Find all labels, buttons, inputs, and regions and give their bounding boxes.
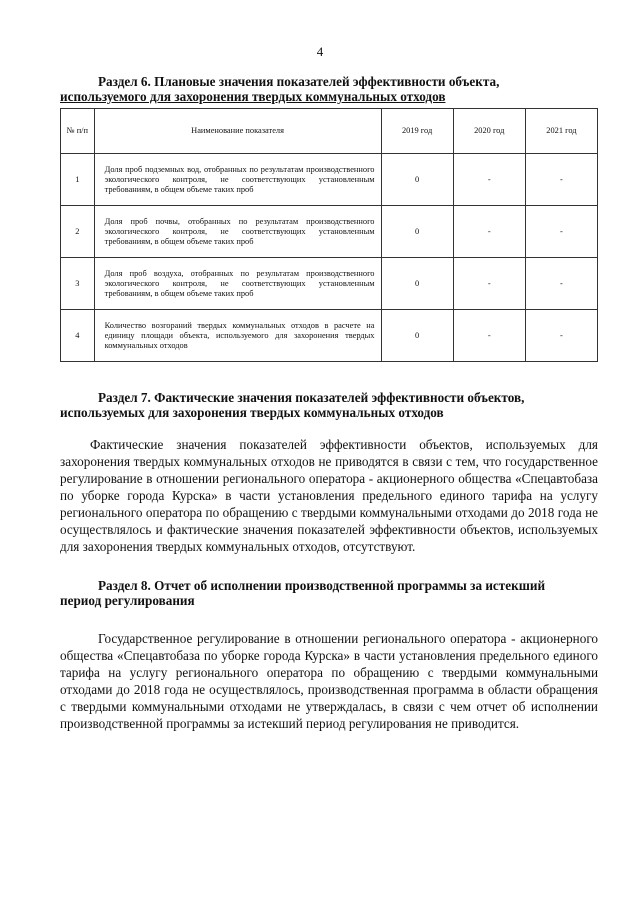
section-7-heading bbox=[60, 390, 598, 420]
section-7-title-line2: используемых для захоронения твердых коммунальных отходов bbox=[60, 405, 444, 420]
table-row bbox=[61, 310, 598, 362]
row-indicator-text: Доля проб подземных вод, отобранных по результатам производственного экологического контроля, не соответствующих установленным требованиям, в общем объеме таких проб bbox=[104, 164, 375, 194]
section-8-title-line2: период регулирования bbox=[60, 593, 195, 608]
row-indicator-text: Количество возгораний твердых коммунальных отходов в расчете на единицу площади объекта, используемого для захоронения твердых коммунальных отходов bbox=[104, 320, 375, 350]
header-number: № п/п bbox=[61, 109, 95, 154]
row-value-2020: - bbox=[453, 154, 525, 206]
section-7-title-line1: Раздел 7. Фактические значения показателей эффективности объектов, bbox=[98, 390, 525, 405]
row-value-2021: - bbox=[525, 258, 597, 310]
row-value-2019: 0 bbox=[381, 206, 453, 258]
row-value-2020: - bbox=[453, 206, 525, 258]
section-6-heading bbox=[60, 74, 598, 104]
indicators-table bbox=[60, 108, 598, 362]
section-8-title-line1: Раздел 8. Отчет об исполнении производственной программы за истекший bbox=[98, 578, 546, 593]
row-indicator-text: Доля проб воздуха, отобранных по результатам производственного экологического контроля, не соответствующих установленным требованиям, в общем объеме таких проб bbox=[104, 268, 375, 298]
row-value-2019: 0 bbox=[381, 154, 453, 206]
row-number: 1 bbox=[61, 154, 95, 206]
row-value-2021: - bbox=[525, 154, 597, 206]
row-value-2019: 0 bbox=[381, 258, 453, 310]
header-2020: 2020 год bbox=[453, 109, 525, 154]
row-indicator-name bbox=[94, 206, 381, 258]
header-indicator-name: Наименование показателя bbox=[94, 109, 381, 154]
row-value-2019: 0 bbox=[381, 310, 453, 362]
header-2019: 2019 год bbox=[381, 109, 453, 154]
header-2021: 2021 год bbox=[525, 109, 597, 154]
section-6-title-line2: используемого для захоронения твердых коммунальных отходов bbox=[60, 89, 446, 104]
row-indicator-name bbox=[94, 258, 381, 310]
row-number: 2 bbox=[61, 206, 95, 258]
section-8-heading bbox=[60, 578, 598, 608]
row-indicator-text: Доля проб почвы, отобранных по результатам производственного экологического контроля, не соответствующих установленным требованиям, в общем объеме таких проб bbox=[104, 216, 375, 246]
table-row bbox=[61, 206, 598, 258]
row-number: 3 bbox=[61, 258, 95, 310]
section-8-paragraph: Государственное регулирование в отношении регионального оператора - акционерного общества «Спецавтобаза по уборке города Курска» в части установления предельного единого тарифа на услугу регионального оператора по обращению с твердыми коммунальными отходами до 2018 года не осуществлялось, производственная программа в области обращения с твердыми коммунальными отходами не утверждалась, в связи с чем отчет об исполнении производственной программы за истекший период регулирования не приводится. bbox=[60, 631, 598, 731]
page-number: 4 bbox=[316, 44, 324, 59]
row-value-2020: - bbox=[453, 310, 525, 362]
row-value-2020: - bbox=[453, 258, 525, 310]
row-indicator-name bbox=[94, 310, 381, 362]
section-7-paragraph: Фактические значения показателей эффективности объектов, используемых для захоронения твердых коммунальных отходов не приводятся в связи с тем, что государственное регулирование в отношении регионального оператора - акционерного общества «Спецавтобаза по уборке города Курска» в части установления предельного единого тарифа на услугу регионального оператора по обращению с твердыми коммунальными отходами до 2018 года не осуществлялось и фактические значения показателей эффективности объектов, используемых для захоронения твердых коммунальных отходов, отсутствуют. bbox=[60, 437, 598, 554]
row-value-2021: - bbox=[525, 310, 597, 362]
row-value-2021: - bbox=[525, 206, 597, 258]
table-row bbox=[61, 154, 598, 206]
row-number: 4 bbox=[61, 310, 95, 362]
table-row bbox=[61, 258, 598, 310]
section-6-title-line1: Раздел 6. Плановые значения показателей эффективности объекта, bbox=[98, 74, 500, 89]
row-indicator-name bbox=[94, 154, 381, 206]
table-header-row bbox=[61, 109, 598, 154]
